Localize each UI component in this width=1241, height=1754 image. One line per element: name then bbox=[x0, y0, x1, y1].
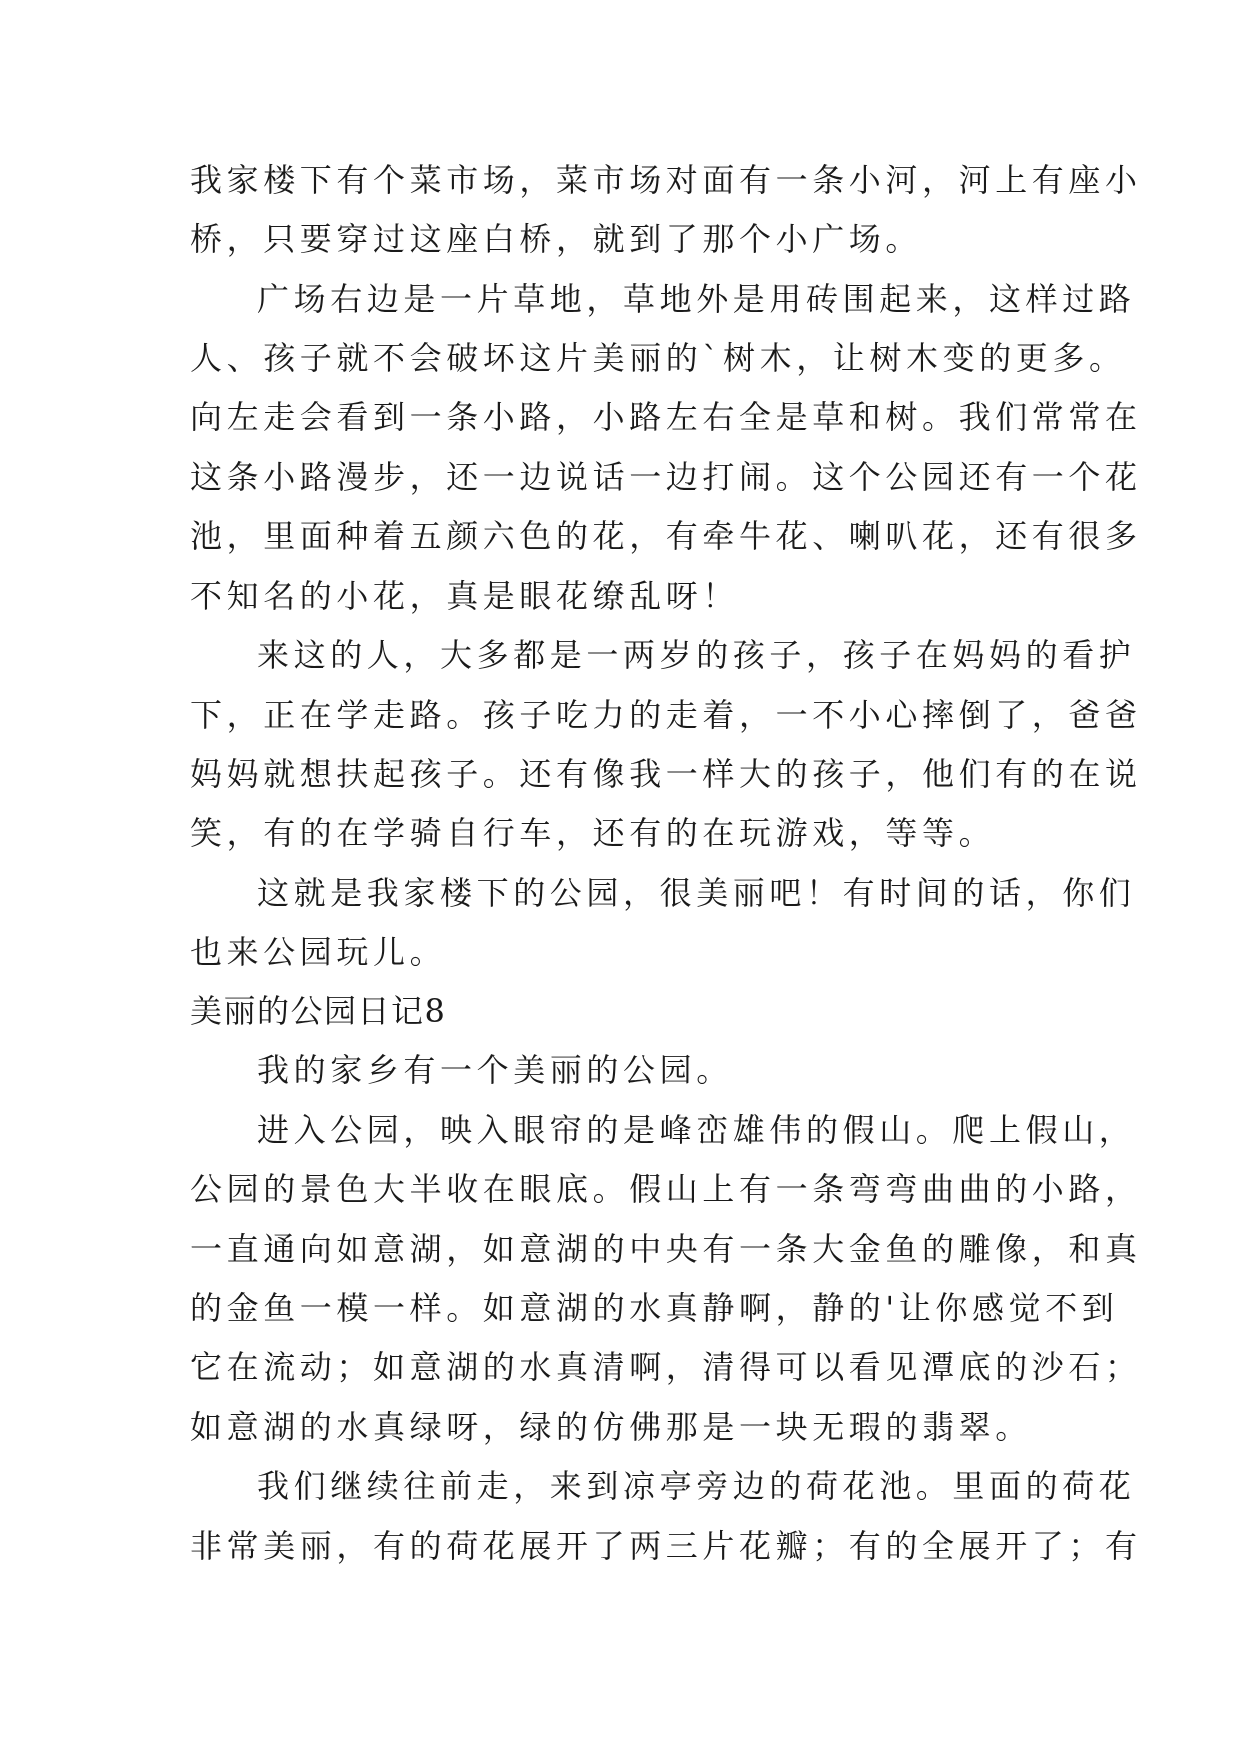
body-text-line: 非常美丽，有的荷花展开了两三片花瓣；有的全展开了；有 bbox=[190, 1527, 1142, 1565]
body-text-line: 一直通向如意湖，如意湖的中央有一条大金鱼的雕像，和真 bbox=[190, 1230, 1142, 1268]
paragraph-first-line: 进入公园，映入眼帘的是峰峦雄伟的假山。爬上假山， bbox=[257, 1111, 1136, 1149]
paragraph-first-line: 来这的人，大多都是一两岁的孩子，孩子在妈妈的看护 bbox=[257, 636, 1136, 674]
body-text-line: 如意湖的水真绿呀，绿的仿佛那是一块无瑕的翡翠。 bbox=[190, 1408, 1032, 1446]
body-text-line: 不知名的小花，真是眼花缭乱呀！ bbox=[190, 577, 740, 615]
body-text-line: 妈妈就想扶起孩子。还有像我一样大的孩子，他们有的在说 bbox=[190, 755, 1142, 793]
body-text-line: 我家楼下有个菜市场，菜市场对面有一条小河，河上有座小 bbox=[190, 161, 1142, 199]
paragraph-first-line: 我们继续往前走，来到凉亭旁边的荷花池。里面的荷花 bbox=[257, 1467, 1136, 1505]
body-text-line: 的金鱼一模一样。如意湖的水真静啊，静的'让你感觉不到 bbox=[190, 1289, 1119, 1327]
paragraph-first-line: 我的家乡有一个美丽的公园。 bbox=[257, 1051, 733, 1089]
body-text-line: 它在流动；如意湖的水真清啊，清得可以看见潭底的沙石； bbox=[190, 1348, 1142, 1386]
body-text-line: 桥，只要穿过这座白桥，就到了那个小广场。 bbox=[190, 220, 923, 258]
body-text-line: 向左走会看到一条小路，小路左右全是草和树。我们常常在 bbox=[190, 398, 1142, 436]
paragraph-first-line: 广场右边是一片草地，草地外是用砖围起来，这样过路 bbox=[257, 280, 1136, 318]
paragraph-first-line: 这就是我家楼下的公园，很美丽吧！有时间的话，你们 bbox=[257, 874, 1136, 912]
body-text-line: 公园的景色大半收在眼底。假山上有一条弯弯曲曲的小路， bbox=[190, 1170, 1142, 1208]
body-text-line: 也来公园玩儿。 bbox=[190, 933, 447, 971]
body-text-line: 人、孩子就不会破坏这片美丽的`树木，让树木变的更多。 bbox=[190, 339, 1126, 377]
section-heading: 美丽的公园日记8 bbox=[190, 992, 447, 1030]
body-text-line: 池，里面种着五颜六色的花，有牵牛花、喇叭花，还有很多 bbox=[190, 517, 1142, 555]
body-text-line: 下，正在学走路。孩子吃力的走着，一不小心摔倒了，爸爸 bbox=[190, 696, 1142, 734]
body-text-line: 这条小路漫步，还一边说话一边打闹。这个公园还有一个花 bbox=[190, 458, 1142, 496]
body-text-line: 笑，有的在学骑自行车，还有的在玩游戏，等等。 bbox=[190, 814, 996, 852]
